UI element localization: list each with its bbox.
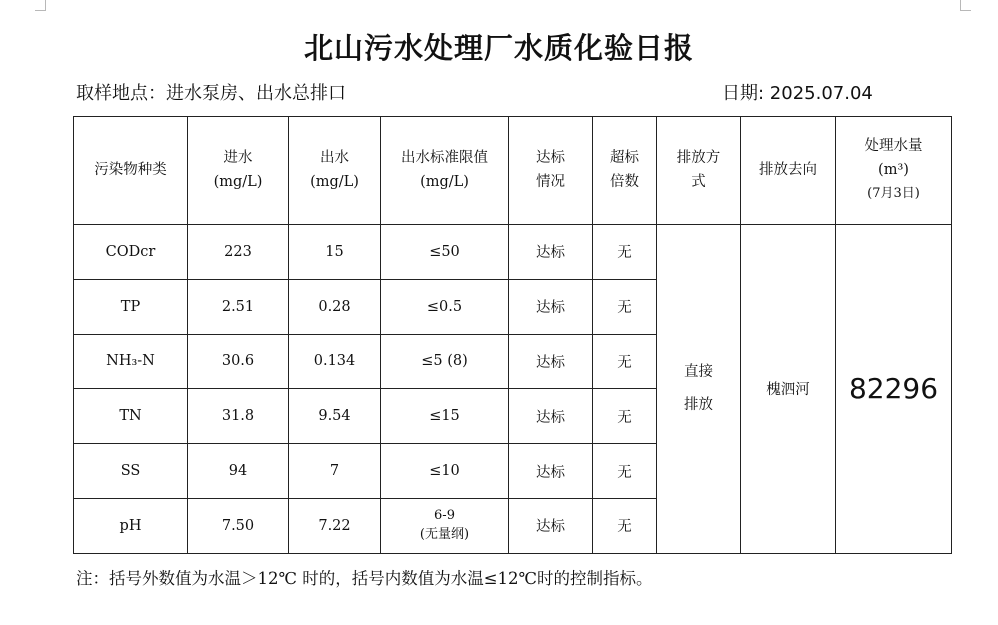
cell-discharge-destination: 槐泗河 [741,225,836,554]
cell-inflow: 30.6 [188,334,289,389]
header-volume: 处理水量 (m³) (7月3日) [836,117,952,225]
cell-pollutant: TP [74,279,188,334]
cell-inflow: 223 [188,225,289,280]
cell-status: 达标 [509,444,593,499]
cell-status: 达标 [509,389,593,444]
cell-limit: ≤50 [381,225,509,280]
cell-limit: ≤10 [381,444,509,499]
cell-outflow: 9.54 [289,389,381,444]
cell-outflow: 0.28 [289,279,381,334]
report-date: 日期: 2025.07.04 [722,83,873,104]
cell-status: 达标 [509,334,593,389]
cell-volume: 82296 [836,225,952,554]
cell-exceed: 无 [593,444,657,499]
cell-outflow: 7 [289,444,381,499]
header-pollutant: 污染物种类 [74,117,188,225]
cell-pollutant: TN [74,389,188,444]
cell-limit: ≤5 (8) [381,334,509,389]
header-inflow: 进水 (mg/L) [188,117,289,225]
header-status: 达标 情况 [509,117,593,225]
cell-limit: ≤15 [381,389,509,444]
table-row [74,225,952,280]
cell-status: 达标 [509,498,593,553]
header-limit: 出水标准限值 (mg/L) [381,117,509,225]
cell-exceed: 无 [593,498,657,553]
sampling-location: 取样地点：进水泵房、出水总排口 [76,83,346,104]
header-discharge-method: 排放方 式 [657,117,741,225]
water-quality-table [73,116,952,554]
cell-inflow: 2.51 [188,279,289,334]
header-discharge-destination: 排放去向 [741,117,836,225]
cell-exceed: 无 [593,334,657,389]
report-title: 北山污水处理厂水质化验日报 [303,31,694,65]
cell-limit: 6-9 (无量纲) [381,498,509,553]
page-corner-mark [960,0,971,11]
cell-pollutant: SS [74,444,188,499]
footnote: 注：括号外数值为水温＞12℃ 时的，括号内数值为水温≤12℃时的控制指标。 [76,569,653,588]
cell-pollutant: pH [74,498,188,553]
cell-status: 达标 [509,279,593,334]
cell-inflow: 94 [188,444,289,499]
cell-limit: ≤0.5 [381,279,509,334]
table-header-row [74,117,952,225]
cell-outflow: 15 [289,225,381,280]
cell-discharge-method: 直接 排放 [657,225,741,554]
cell-exceed: 无 [593,389,657,444]
page-corner-mark [35,0,46,11]
cell-pollutant: NH₃-N [74,334,188,389]
cell-outflow: 0.134 [289,334,381,389]
cell-limit-note: (无量纲) [419,526,470,542]
header-exceed: 超标 倍数 [593,117,657,225]
cell-status: 达标 [509,225,593,280]
cell-exceed: 无 [593,279,657,334]
cell-inflow: 7.50 [188,498,289,553]
header-outflow: 出水 (mg/L) [289,117,381,225]
cell-outflow: 7.22 [289,498,381,553]
cell-exceed: 无 [593,225,657,280]
cell-inflow: 31.8 [188,389,289,444]
cell-pollutant: CODcr [74,225,188,280]
